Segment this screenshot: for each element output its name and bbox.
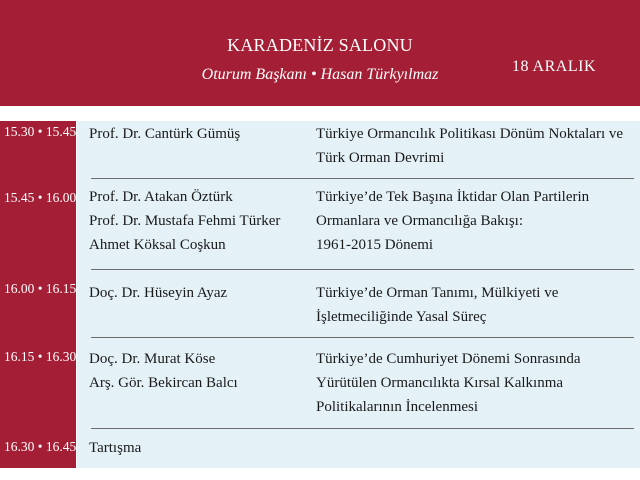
session-chair: Oturum Başkanı • Hasan Türkyılmaz xyxy=(201,66,439,83)
row-divider xyxy=(91,269,634,270)
session-time: 15.45 • 16.00 xyxy=(4,190,77,205)
speaker-name: Prof. Dr. Mustafa Fehmi Türker xyxy=(89,213,281,229)
speaker-name: Doç. Dr. Murat Köse xyxy=(89,351,216,367)
session-time: 16.00 • 16.15 xyxy=(4,281,77,296)
topic-line: Türk Orman Devrimi xyxy=(316,150,445,166)
session-time: 16.30 • 16.45 xyxy=(4,439,77,454)
session-date: 18 ARALIK xyxy=(511,58,596,75)
speaker-name: Arş. Gör. Bekircan Balcı xyxy=(89,375,238,391)
row-divider xyxy=(91,428,634,429)
session-topic xyxy=(316,185,636,257)
discussion-label: Tartışma xyxy=(89,440,142,456)
session-topic xyxy=(316,281,636,329)
session-speakers xyxy=(89,436,299,460)
topic-line: Türkiye’de Orman Tanımı, Mülkiyeti ve xyxy=(316,285,559,301)
topic-line: İşletmeciliğinde Yasal Süreç xyxy=(316,309,487,325)
session-time: 15.30 • 15.45 xyxy=(4,124,77,139)
session-time: 16.15 • 16.30 xyxy=(4,349,77,364)
speaker-name: Prof. Dr. Atakan Öztürk xyxy=(89,189,233,205)
session-speakers xyxy=(89,281,299,305)
hall-title: KARADENİZ SALONU xyxy=(227,35,413,55)
session-speakers xyxy=(89,347,299,395)
header-banner xyxy=(0,0,640,106)
speaker-name: Ahmet Köksal Coşkun xyxy=(89,237,226,253)
speaker-name: Prof. Dr. Cantürk Gümüş xyxy=(89,126,241,142)
topic-line: Türkiye’de Cumhuriyet Dönemi Sonrasında xyxy=(316,351,581,367)
topic-line: Yürütülen Ormancılıkta Kırsal Kalkınma xyxy=(316,375,564,391)
session-speakers xyxy=(89,185,299,257)
session-topic xyxy=(316,347,636,419)
session-speakers xyxy=(89,122,299,146)
topic-line: Türkiye Ormancılık Politikası Dönüm Noktaları ve xyxy=(316,126,624,142)
topic-line: Türkiye’de Tek Başına İktidar Olan Partilerin xyxy=(316,189,590,205)
topic-line: Politikalarının İncelenmesi xyxy=(316,399,479,415)
topic-line: Ormanlara ve Ormancılığa Bakışı: xyxy=(316,213,524,229)
row-divider xyxy=(91,337,634,338)
topic-line: 1961-2015 Dönemi xyxy=(316,237,434,253)
row-divider xyxy=(91,178,634,179)
session-topic xyxy=(316,122,636,170)
speaker-name: Doç. Dr. Hüseyin Ayaz xyxy=(89,285,228,301)
